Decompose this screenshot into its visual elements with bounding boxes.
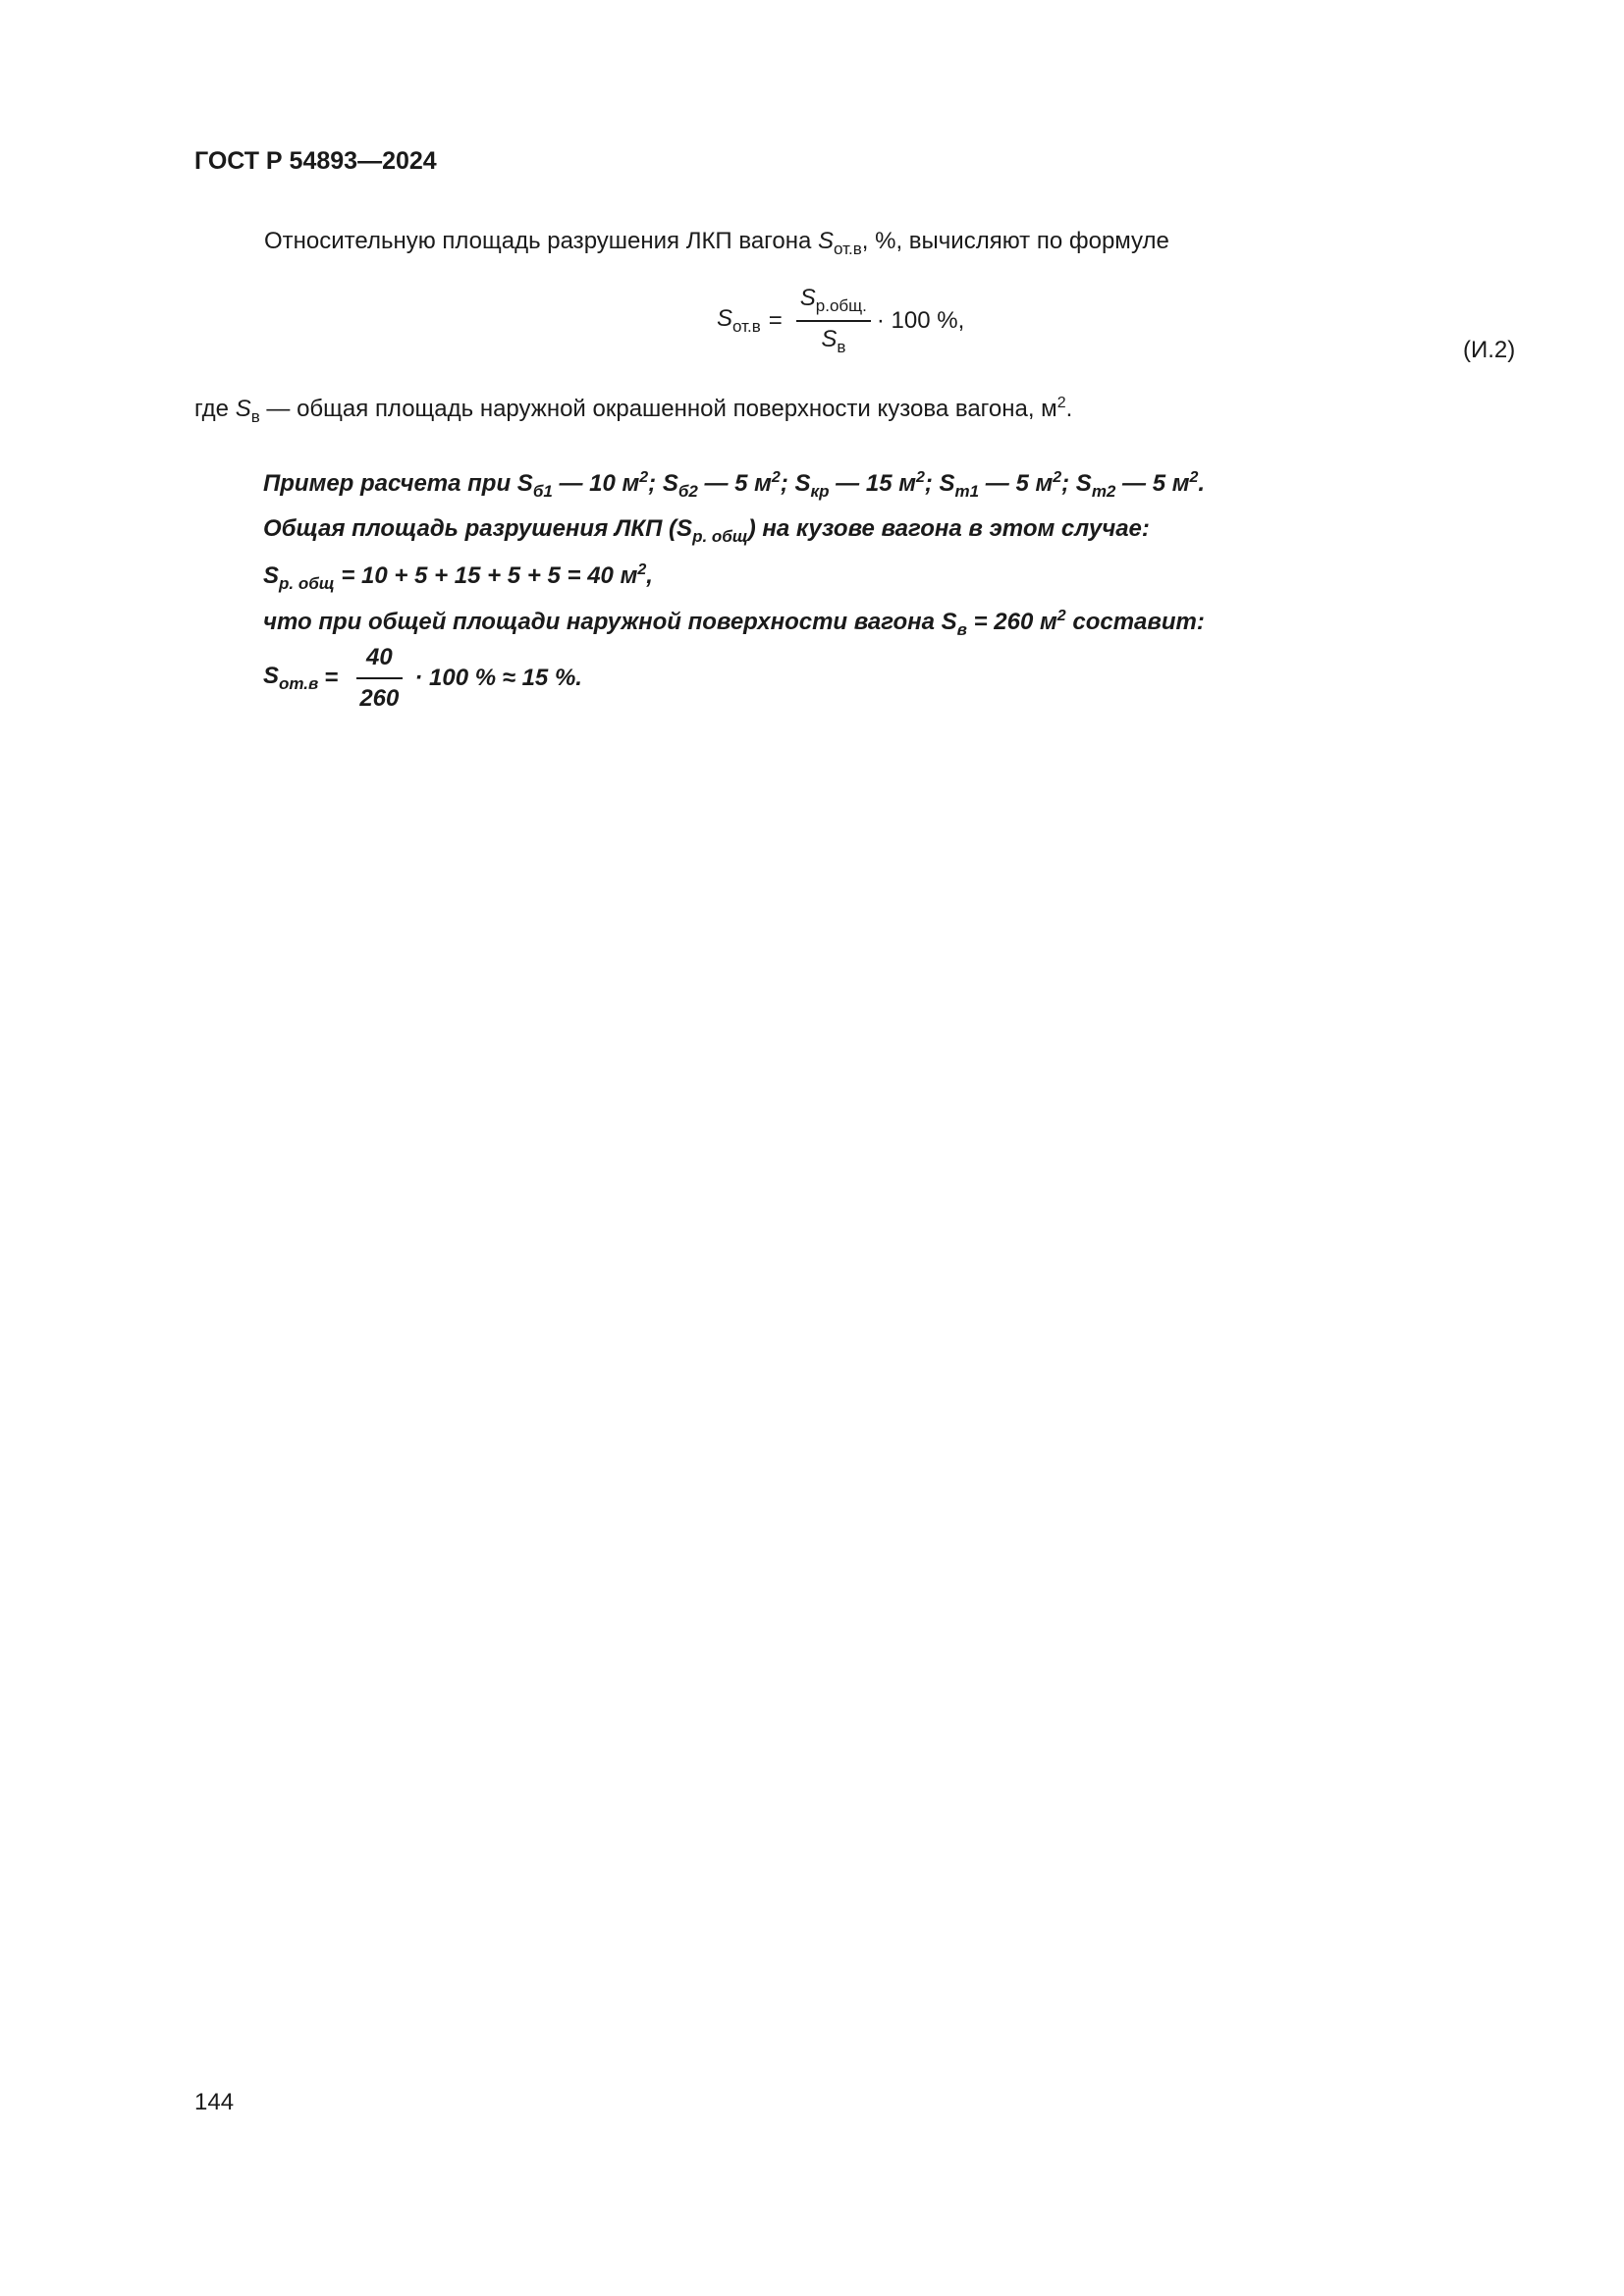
formula-fraction xyxy=(796,285,871,357)
formula-tail: · 100 %, xyxy=(876,307,965,334)
example-line-3: $S_{р. общ} = 10 + 5 + 15 + 5 + 5 = 40$ $м^2$, xyxy=(263,561,653,593)
example-result-tail: · 100 % ≈ 15 %. xyxy=(414,665,582,691)
formula-equals: = xyxy=(768,307,783,334)
formula-number: (И.2) xyxy=(1463,337,1516,363)
intro-text: Относительную площадь разрушения ЛКП вагона xyxy=(264,228,819,254)
example-line-4: что при общей площади наружной поверхности вагона $S_в = 260$ $м^2$ составит: xyxy=(263,608,1205,639)
where-symbol: S xyxy=(235,396,251,422)
example-result-numerator: 40 xyxy=(356,644,403,679)
example-result-lhs: $S_{от.в}$ xyxy=(263,663,319,693)
document-header: ГОСТ Р 54893—2024 xyxy=(194,147,437,175)
intro-paragraph xyxy=(264,228,1169,259)
intro-symbol: S xyxy=(818,228,835,254)
formula-i2 xyxy=(717,285,964,357)
formula-numerator: $S_{р.общ.}$ xyxy=(796,285,871,322)
page-number: 144 xyxy=(194,2089,235,2115)
intro-text-after: , %, вычисляют по формуле xyxy=(861,228,1169,254)
example-line-2: Общая площадь разрушения ЛКП $(S_{р. общ})$ на кузове вагона в этом случае: xyxy=(263,515,1150,546)
intro-symbol-sub: от.в xyxy=(834,240,862,258)
example-result-fraction xyxy=(350,644,408,713)
example-result-denominator: 260 xyxy=(359,685,400,712)
where-paragraph: где $S_в$ — общая площадь наружной окрашенной поверхности кузова вагона, $м^2$. xyxy=(194,395,1073,426)
formula-denominator: $S_в$ xyxy=(821,326,846,356)
example-line-1: Пример расчета при $S_{б1}$ — 10 $м^2$; $S_{б2}$ — 5 $м^2$; $S_{кр}$ — 15 $м^2$; $S_{т1}$ — 5 $м^2$; $S_{т2}$ — 5 $м^2$. xyxy=(263,469,1206,501)
example-result-equals: = xyxy=(324,665,339,691)
formula-lhs: $S_{от.в}$ xyxy=(717,305,761,336)
example-result-formula xyxy=(263,644,582,713)
